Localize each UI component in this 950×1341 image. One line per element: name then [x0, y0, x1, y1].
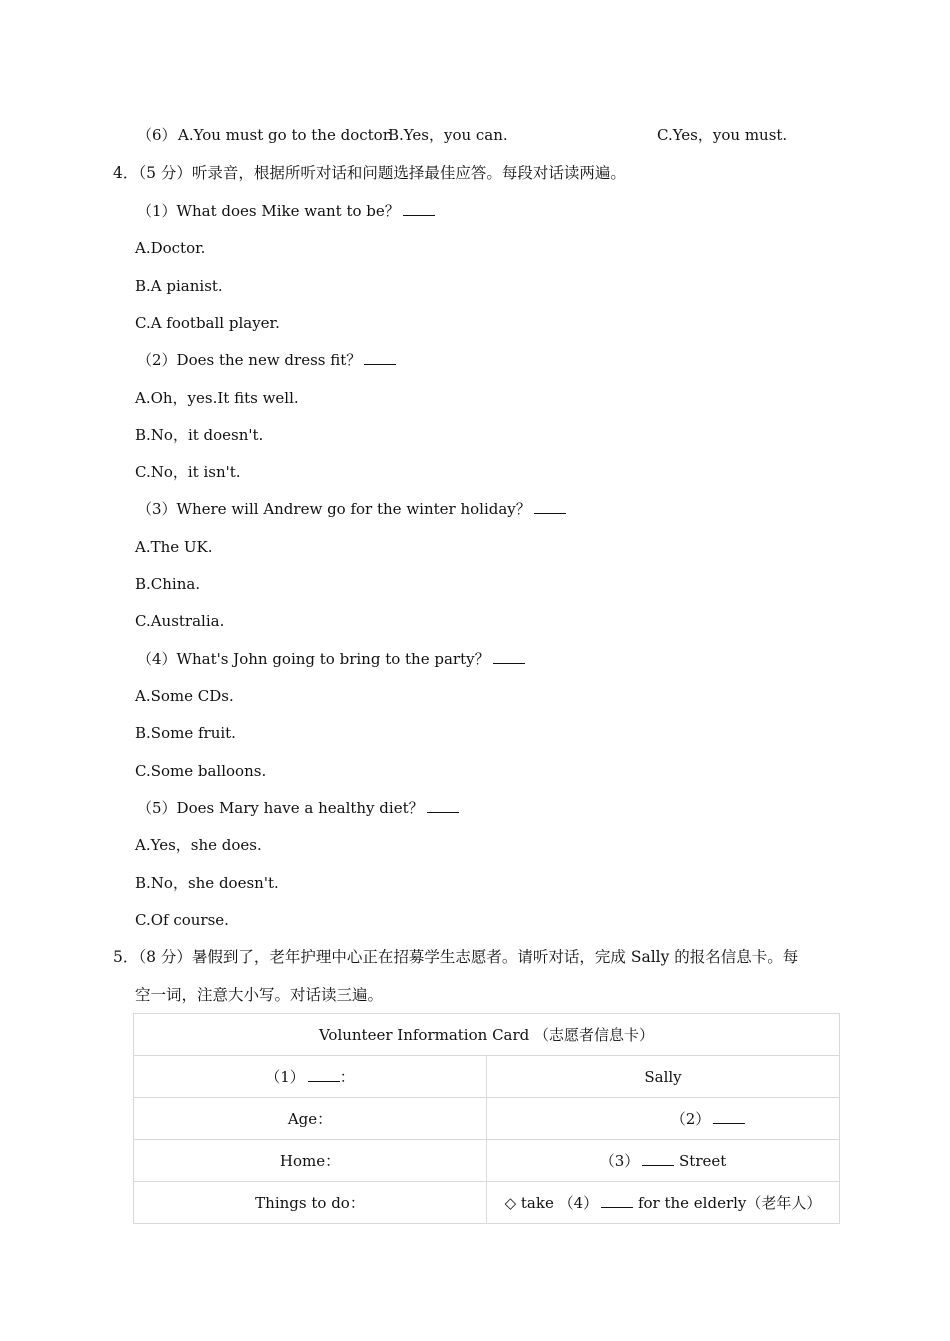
- card-row3-left: Home：: [134, 1140, 487, 1182]
- q4-5-option-a: A.Yes，she does.: [135, 836, 262, 854]
- q3-6-option-b: B.Yes，you can.: [388, 126, 508, 144]
- answer-blank-1[interactable]: [308, 1067, 340, 1082]
- card-row1-left: （1） ：: [134, 1056, 487, 1098]
- q4-5-option-b: B.No，she doesn't.: [135, 874, 279, 892]
- q4-4-option-b: B.Some fruit.: [135, 724, 236, 742]
- answer-blank-3[interactable]: [642, 1151, 674, 1166]
- answer-blank[interactable]: [427, 798, 459, 813]
- answer-blank[interactable]: [534, 499, 566, 514]
- q4-5-option-c: C.Of course.: [135, 911, 229, 929]
- q4-4-question: （4）What's John going to bring to the party？: [137, 649, 525, 669]
- q4-2-option-c: C.No，it isn't.: [135, 463, 241, 481]
- card-row1-right: Sally: [487, 1056, 840, 1098]
- q4-1-question: （1）What does Mike want to be？: [137, 201, 435, 221]
- q4-1-option-b: B.A pianist.: [135, 277, 223, 295]
- q4-2-option-b: B.No，it doesn't.: [135, 426, 264, 444]
- q4-3-question: （3）Where will Andrew go for the winter holiday？: [137, 499, 566, 519]
- q4-5-question: （5）Does Mary have a healthy diet？: [137, 798, 459, 818]
- answer-blank[interactable]: [493, 649, 525, 664]
- q4-4-option-c: C.Some balloons.: [135, 762, 267, 780]
- q4-1-option-a: A.Doctor.: [135, 239, 206, 257]
- q4-3-option-b: B.China.: [135, 575, 201, 593]
- q4-2-option-a: A.Oh，yes.It fits well.: [135, 389, 299, 407]
- card-row4-right: ◇ take （4） for the elderly（老年人）: [487, 1182, 840, 1224]
- q5-header-line2: 空一词，注意大小写。对话读三遍。: [135, 986, 384, 1004]
- card-title: Volunteer Information Card （志愿者信息卡）: [134, 1014, 840, 1056]
- card-row3-right: （3） Street: [487, 1140, 840, 1182]
- q3-6-option-a: A.You must go to the doctor.: [178, 126, 393, 144]
- volunteer-info-card: [133, 1013, 840, 1224]
- card-row2-left: Age：: [134, 1098, 487, 1140]
- card-row4-left: Things to do：: [134, 1182, 487, 1224]
- answer-blank[interactable]: [403, 201, 435, 216]
- q4-header: 4．（5 分）听录音，根据所听对话和问题选择最佳应答。每段对话读两遍。: [113, 164, 626, 182]
- q4-1-option-c: C.A football player.: [135, 314, 280, 332]
- q4-3-option-c: C.Australia.: [135, 612, 225, 630]
- answer-blank[interactable]: [364, 350, 396, 365]
- answer-blank-2[interactable]: [713, 1109, 745, 1124]
- q3-6-option-c: C.Yes，you must.: [657, 126, 788, 144]
- card-row2-right: （2）: [487, 1098, 840, 1140]
- q4-4-option-a: A.Some CDs.: [135, 687, 234, 705]
- q5-header-line1: 5．（8 分）暑假到了，老年护理中心正在招募学生志愿者。请听对话，完成 Sally 的报名信息卡。每: [113, 948, 799, 966]
- q4-2-question: （2）Does the new dress fit？: [137, 350, 396, 370]
- q4-3-option-a: A.The UK.: [135, 538, 213, 556]
- q3-6-label: （6）: [137, 126, 177, 144]
- answer-blank-4[interactable]: [601, 1193, 633, 1208]
